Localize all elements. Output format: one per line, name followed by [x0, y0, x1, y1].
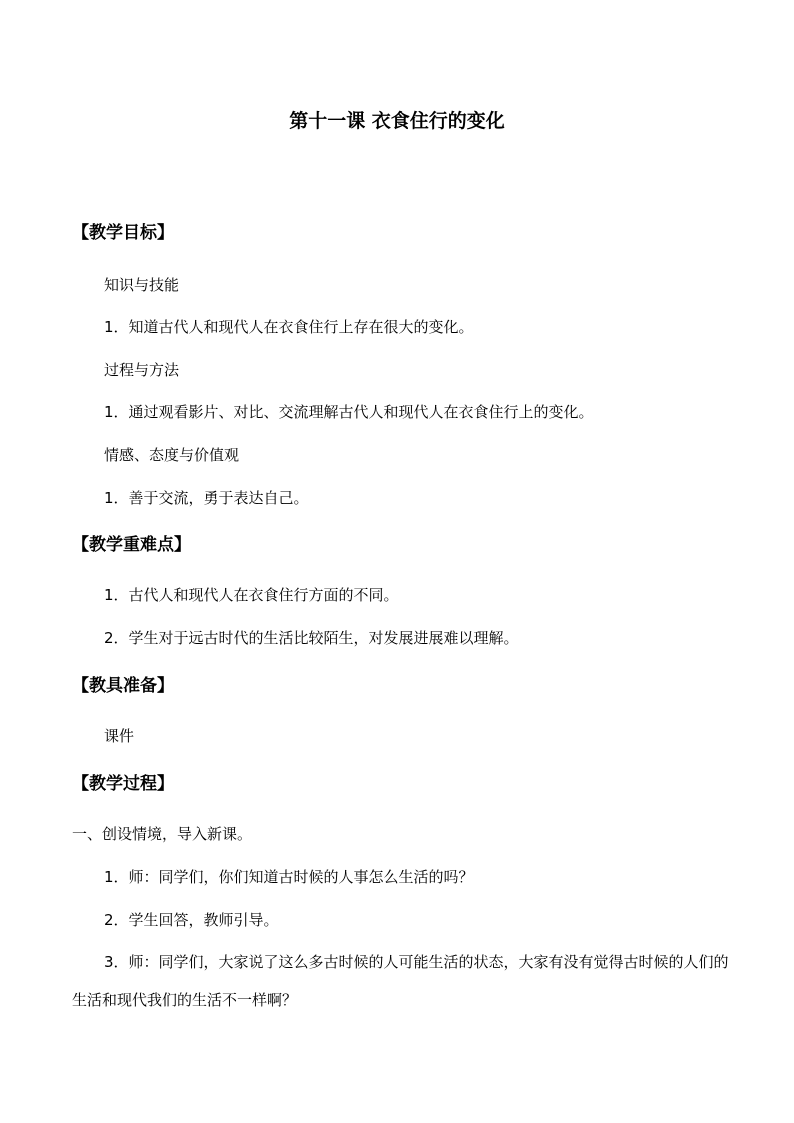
emotion-label: 情感、态度与价值观: [104, 446, 240, 464]
process-item-paragraph: 3．师：同学们，大家说了这么多古时候的人可能生活的状态，大家有没有觉得古时候的人们的生活和现代我们的生活不一样啊？: [72, 953, 729, 1009]
process-item: 2．学生回答，教师引导。: [104, 911, 279, 929]
emotion-item: 1．善于交流，勇于表达自己。: [104, 489, 309, 507]
materials-item: 课件: [104, 727, 135, 745]
knowledge-item: 1．知道古代人和现代人在衣食住行上存在很大的变化。: [104, 318, 474, 336]
process-item: 1．师：同学们，你们知道古时候的人事怎么生活的吗？: [104, 868, 474, 886]
process-label: 过程与方法: [104, 361, 180, 379]
heading-materials: 【教具准备】: [72, 676, 174, 696]
heading-objectives: 【教学目标】: [72, 223, 174, 243]
knowledge-label: 知识与技能: [104, 276, 180, 294]
heading-process: 【教学过程】: [72, 774, 174, 794]
page-title: 第十一课 衣食住行的变化: [289, 110, 505, 132]
key-point-item: 2．学生对于远古时代的生活比较陌生，对发展进展难以理解。: [104, 629, 519, 647]
heading-key-points: 【教学重难点】: [72, 535, 191, 555]
process-item: 1．通过观看影片、对比、交流理解古代人和现代人在衣食住行上的变化。: [104, 403, 594, 421]
key-point-item: 1．古代人和现代人在衣食住行方面的不同。: [104, 586, 399, 604]
process-step-1: 一、创设情境，导入新课。: [72, 825, 253, 843]
